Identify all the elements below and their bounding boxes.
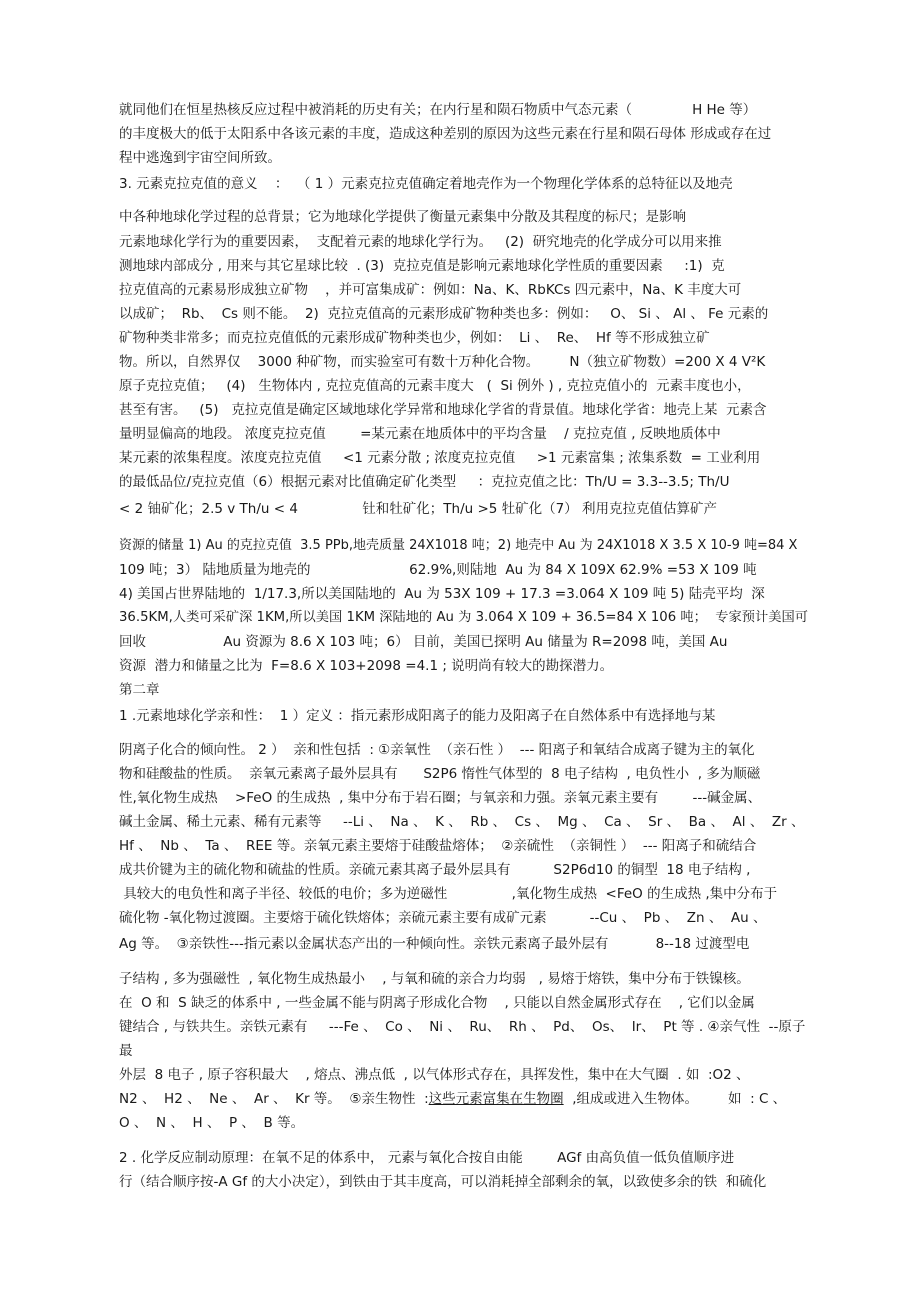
text-line: 最 — [119, 1043, 133, 1059]
text-line: 原子克拉克值； (4) 生物体内 , 克拉克值高的元素丰度大 ( Si 例外 ) , 克拉克值小的 元素丰度也小， — [119, 378, 751, 394]
text-line: 资源 潜力和储量之比为 F=8.6 X 103+2098 =4.1 ; 说明尚有较大的勘探潜力。 — [119, 658, 614, 674]
text-line: 硫化物 -氧化物过渡圈。主要熔于硫化铁熔体；亲硫元素主要有成矿元素 --Cu 、 Pb 、 Zn 、 Au 、 — [119, 910, 767, 926]
text-segment: ,组成或进入生物体。 如 : C 、 — [563, 1091, 787, 1107]
text-line: 某元素的浓集程度。浓度克拉克值 <1 元素分散 ; 浓度克拉克值 >1 元素富集 ; 浓集系数 = 工业利用 — [119, 450, 761, 466]
text-line: 子结构 , 多为强磁性 , 氧化物生成热最小 , 与氧和硫的亲合力均弱 , 易熔于熔铁，集中分布于铁镍核。 — [119, 971, 750, 987]
chapter-title: 第二章 — [119, 682, 160, 698]
text-line: 量明显偏高的地段。 浓度克拉克值 =某元素在地质体中的平均含量 / 克拉克值 , 反映地质体中 — [119, 426, 721, 442]
text-line: 甚至有害。 (5) 克拉克值是确定区域地球化学异常和地球化学省的背景值。地球化学省：地壳上某 元素含 — [119, 402, 767, 418]
text-line: 成共价键为主的硫化物和硫盐的性质。亲硫元素其离子最外层具有 S2P6d10 的铜型 18 电子结构 , — [119, 862, 751, 878]
text-line: 元素地球化学行为的重要因素， 支配着元素的地球化学行为。 (2) 研究地壳的化学成分可以用来推 — [119, 234, 722, 250]
text-segment: N2 、 H2 、 Ne 、 Ar 、 Kr 等。 ⑤亲生物性 : — [119, 1091, 429, 1107]
section-heading: 3. 元素克拉克值的意义 ： （ 1 ）元素克拉克值确定着地壳作为一个物理化学体系的总特征以及地壳 — [119, 176, 733, 192]
text-line: O 、 N 、 H 、 P 、 B 等。 — [119, 1115, 305, 1131]
text-line: 在 O 和 S 缺乏的体系中 , 一些金属不能与阴离子形成化合物 , 只能以自然金属形式存在 , 它们以金属 — [119, 995, 755, 1011]
text-line: 回收 Au 资源为 8.6 X 103 吨；6） 目前，美国已探明 Au 储量为 R=2098 吨，美国 Au — [119, 634, 728, 650]
text-line: 的丰度极大的低于太阳系中各该元素的丰度，造成这种差别的原因为这些元素在行星和陨石母体 形成或存在过 — [119, 126, 772, 142]
text-line: 就同他们在恒星热核反应过程中被消耗的历史有关；在内行星和陨石物质中气态元素（ H He 等） — [119, 102, 757, 118]
section-heading: 2 . 化学反应制动原理：在氧不足的体系中， 元素与氧化合按自由能 AGf 由高负值一低负值顺序进 — [119, 1150, 735, 1166]
text-line: 碱土金属、稀土元素、稀有元素等 --Li 、 Na 、 K 、 Rb 、 Cs 、 Mg 、 Ca 、 Sr 、 Ba 、 Al 、 Zr 、 — [119, 814, 805, 830]
text-line: 中各种地球化学过程的总背景；它为地球化学提供了衡量元素集中分散及其程度的标尺；是影响 — [119, 209, 686, 225]
text-line: Ag 等。 ③亲铁性---指元素以金属状态产出的一种倾向性。亲铁元素离子最外层有 8--18 过渡型电 — [119, 936, 750, 952]
text-line: 拉克值高的元素易形成独立矿物 ，并可富集成矿：例如：Na、K、RbKCs 四元素中，Na、K 丰度大可 — [119, 282, 742, 298]
text-line: 36.5KM,人类可采矿深 1KM,所以美国 1KM 深陆地的 Au 为 3.064 X 109 + 36.5=84 X 106 吨； 专家预计美国可 — [119, 610, 809, 625]
text-line: 键结合 , 与铁共生。亲铁元素有 ---Fe 、 Co 、 Ni 、 Ru、 Rh 、 Pd、 Os、 Ir、 Pt 等 . ④亲气性 --原子 — [119, 1019, 806, 1035]
text-line: 物。所以，自然界仅 3000 种矿物，而实验室可有数十万种化合物。 N（独立矿物数）=200 X 4 V²K — [119, 354, 766, 370]
text-line: 以成矿； Rb、 Cs 则不能。 2) 克拉克值高的元素形成矿物种类也多：例如： O、 Si 、 Al 、 Fe 元素的 — [119, 306, 769, 322]
text-line: 阴离子化合的倾向性。 2 ） 亲和性包括 : ①亲氧性 （亲石性 ） --- 阳离子和氧结合成离子键为主的氧化 — [119, 742, 755, 758]
text-line: 测地球内部成分 , 用来与其它星球比较 . (3) 克拉克值是影响元素地球化学性质的重要因素 :1) 克 — [119, 258, 725, 274]
text-line: < 2 铀矿化；2.5 v Th/u < 4 钍和牡矿化；Th/u >5 牡矿化（7） 利用克拉克值估算矿产 — [119, 501, 718, 517]
text-line: 的最低品位/克拉克值（6）根据元素对比值确定矿化类型 ：克拉克值之比：Th/U = 3.3--3.5; Th/U — [119, 474, 730, 490]
text-line: 109 吨；3） 陆地质量为地壳的 62.9%,则陆地 Au 为 84 X 109X 62.9% =53 X 109 吨 — [119, 562, 757, 578]
text-line: 性,氧化物生成热 >FeO 的生成热 , 集中分布于岩石圈；与氧亲和力强。亲氧元素主要有 ---碱金属、 — [119, 790, 762, 806]
text-line: 物和硅酸盐的性质。 亲氧元素离子最外层具有 S2P6 惰性气体型的 8 电子结构 , 电负性小 , 多为顺磁 — [119, 766, 761, 782]
text-line: 矿物种类非常多；而克拉克值低的元素形成矿物种类也少，例如： Li 、 Re、 Hf 等不形成独立矿 — [119, 330, 710, 346]
text-line: 程中逃逸到宇宙空间所致。 — [119, 150, 281, 166]
text-line: 资源的储量 1) Au 的克拉克值 3.5 PPb,地壳质量 24X1018 吨；2) 地壳中 Au 为 24X1018 X 3.5 X 10-9 吨=84 X — [119, 538, 798, 553]
text-line: 外层 8 电子 , 原子容积最大 , 熔点、沸点低 , 以气体形式存在，具挥发性，集中在大气圈 . 如 :O2 、 — [119, 1067, 750, 1083]
text-line: 具较大的电负性和离子半径、较低的电价；多为逆磁性 ,氧化物生成热 <FeO 的生成热 ,集中分布于 — [119, 886, 778, 902]
underlined-text: 这些元素富集在生物圈 — [428, 1091, 564, 1107]
text-line: Hf 、 Nb 、 Ta 、 REE 等。亲氧元素主要熔于硅酸盐熔体； ②亲硫性 （亲铜性 ） --- 阳离子和硫结合 — [119, 838, 757, 854]
section-heading: 1 .元素地球化学亲和性： 1 ）定义 ：指元素形成阳离子的能力及阳离子在自然体系中有选择地与某 — [119, 708, 716, 724]
text-line: 行（结合顺序按-A Gf 的大小决定），到铁由于其丰度高，可以消耗掉全部剩余的氧，以致使多余的铁 和硫化 — [119, 1174, 767, 1190]
text-line: 4) 美国占世界陆地的 1/17.3,所以美国陆地的 Au 为 53X 109 + 17.3 =3.064 X 109 吨 5) 陆壳平均 深 — [119, 586, 765, 602]
text-line — [119, 1090, 786, 1108]
